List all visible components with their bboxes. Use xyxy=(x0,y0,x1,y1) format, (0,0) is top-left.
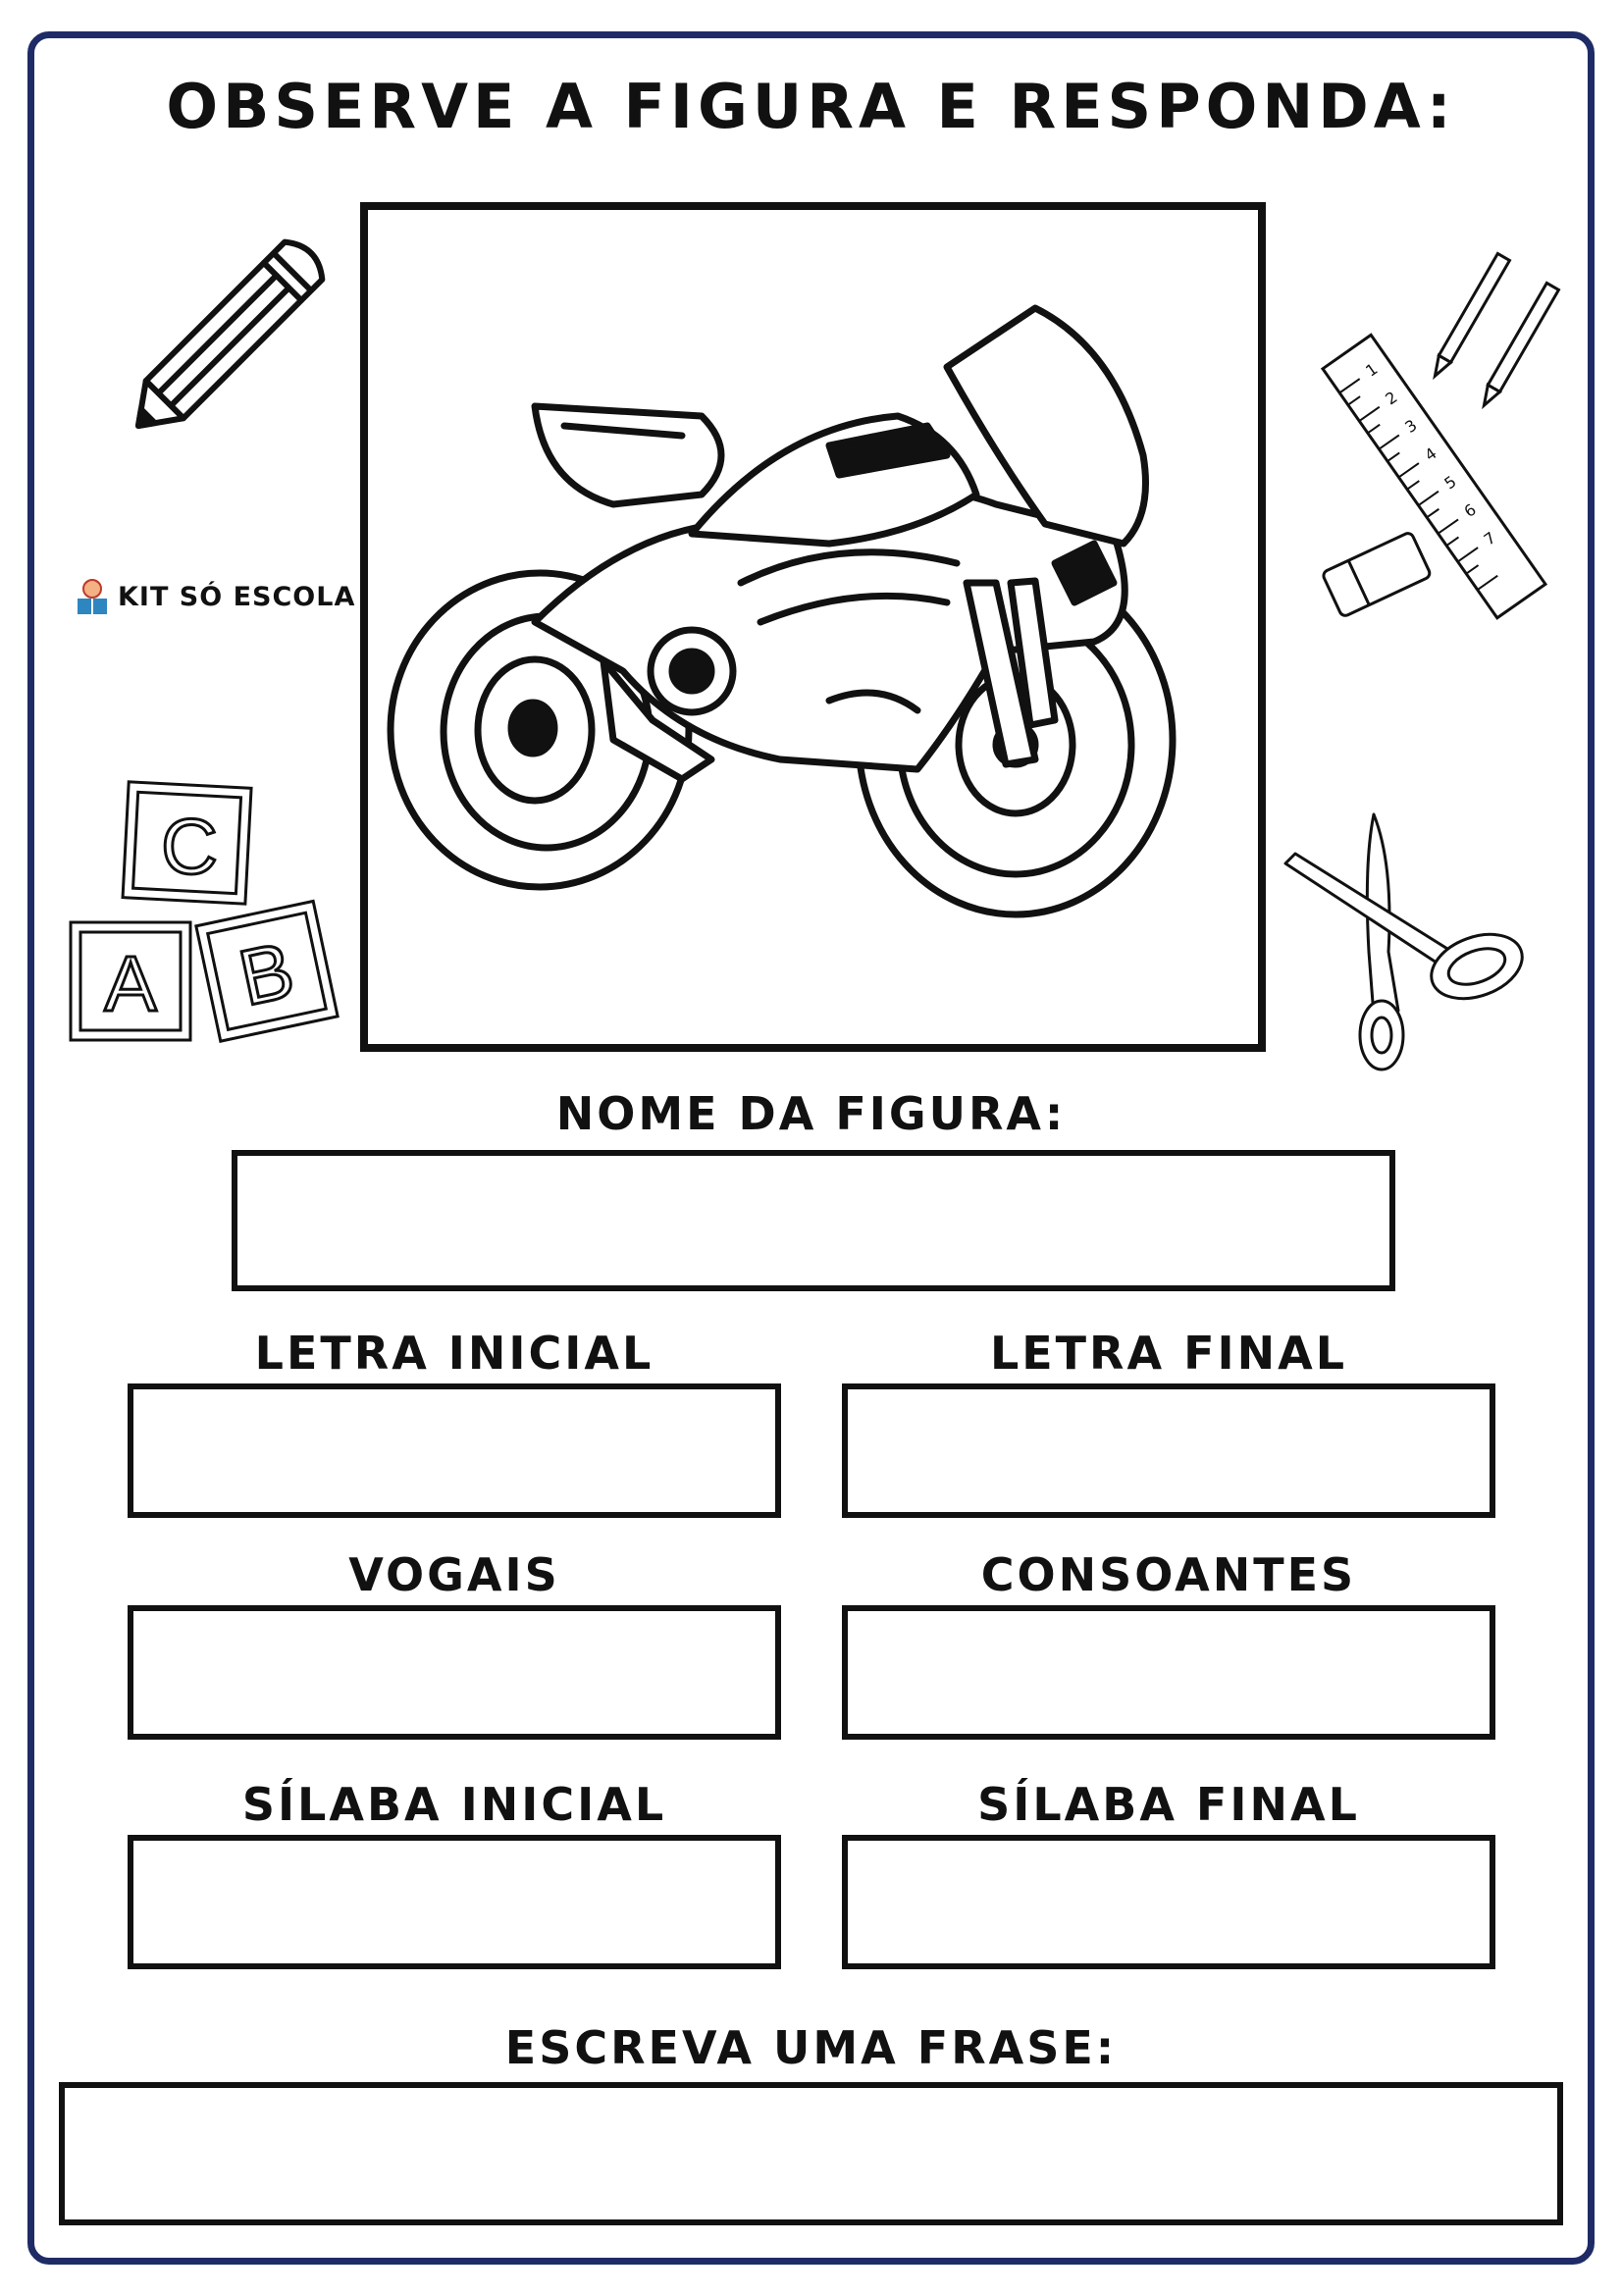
label-letra-inicial: LETRA INICIAL xyxy=(254,1327,654,1380)
label-silaba-inicial: SÍLABA INICIAL xyxy=(241,1778,667,1831)
answer-box-consoantes[interactable] xyxy=(842,1605,1495,1740)
ruler-number-7: 7 xyxy=(1480,528,1499,549)
scissors-icon xyxy=(1276,805,1541,1079)
brand-logo xyxy=(75,577,355,616)
label-letra-final: LETRA FINAL xyxy=(989,1327,1348,1380)
answer-box-silaba-inicial[interactable] xyxy=(128,1835,781,1969)
answer-box-letra-inicial[interactable] xyxy=(128,1383,781,1518)
answer-box-frase[interactable] xyxy=(59,2082,1563,2225)
ruler-number-1: 1 xyxy=(1362,359,1382,381)
label-consoantes: CONSOANTES xyxy=(980,1548,1357,1601)
block-a: A xyxy=(104,940,157,1027)
figure-frame xyxy=(360,202,1266,1052)
worksheet-title: OBSERVE A FIGURA E RESPONDA: xyxy=(166,71,1456,142)
answer-box-letra-final[interactable] xyxy=(842,1383,1495,1518)
ruler-number-2: 2 xyxy=(1382,387,1401,409)
ruler-number-5: 5 xyxy=(1440,471,1460,494)
alphabet-blocks-icon xyxy=(65,775,359,1060)
brand-name: KIT SÓ ESCOLA xyxy=(118,581,356,612)
label-silaba-final: SÍLABA FINAL xyxy=(977,1778,1360,1831)
motorcycle-icon xyxy=(368,210,1258,1044)
block-c: C xyxy=(161,803,218,890)
label-vogais: VOGAIS xyxy=(348,1548,560,1601)
answer-box-silaba-final[interactable] xyxy=(842,1835,1495,1969)
answer-box-vogais[interactable] xyxy=(128,1605,781,1740)
ruler-number-3: 3 xyxy=(1401,415,1421,438)
ruler-icon xyxy=(1300,235,1595,648)
ruler-number-6: 6 xyxy=(1460,499,1480,522)
block-b: B xyxy=(232,925,301,1022)
ruler-number-4: 4 xyxy=(1421,444,1440,465)
label-escreva-uma-frase: ESCREVA UMA FRASE: xyxy=(504,2021,1118,2074)
label-nome-da-figura: NOME DA FIGURA: xyxy=(555,1087,1067,1140)
answer-box-nome-da-figura[interactable] xyxy=(232,1150,1395,1291)
book-reader-icon xyxy=(75,577,110,616)
pencil-icon xyxy=(98,201,363,466)
